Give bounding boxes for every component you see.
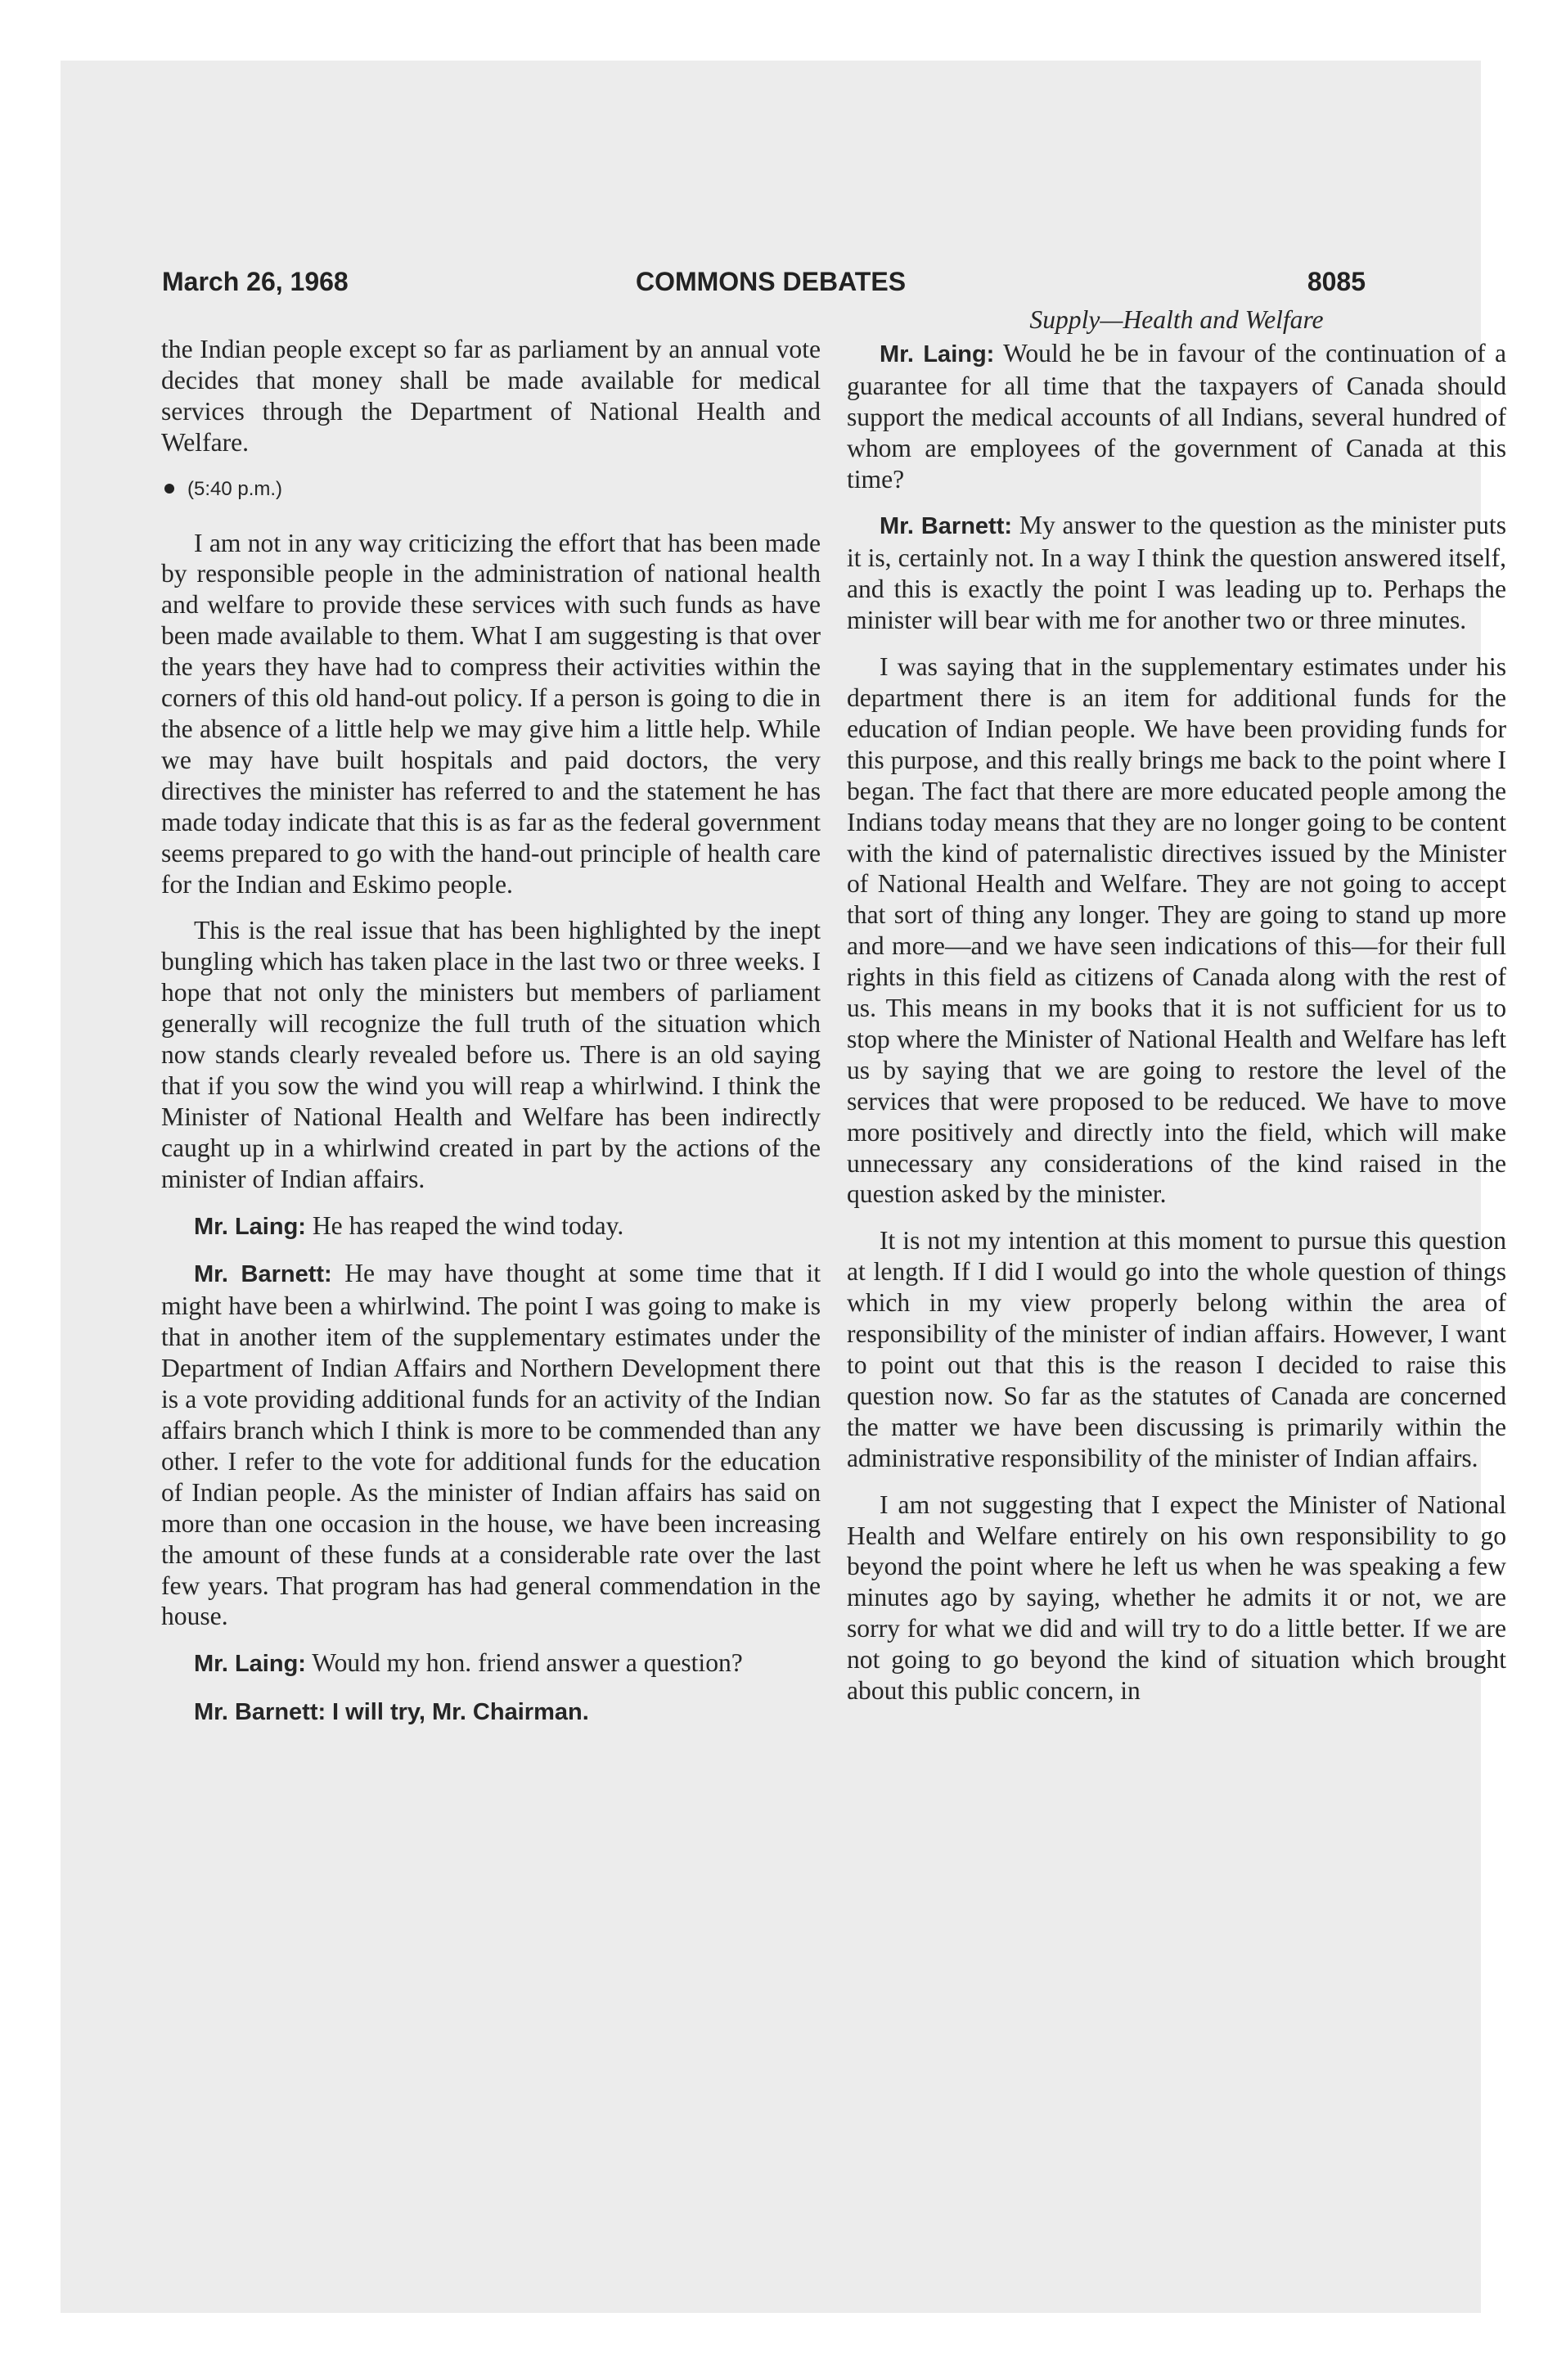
speech-laing-1 <box>161 1210 821 1243</box>
page-sheet <box>61 61 1506 2313</box>
header-title: COMMONS DEBATES <box>635 267 907 296</box>
right-column <box>847 304 1506 1722</box>
speech-text: My answer to the question as the minister puts it is, certainly not. In a way I think the question answered itself, and this is exactly the point I was leading up to. Perhaps the minister will bear with me for another two or three minutes. <box>847 511 1506 635</box>
header-page-number: 8085 <box>1307 267 1366 296</box>
speech-barnett-2 <box>161 1696 821 1729</box>
speech-barnett-1 <box>161 1258 821 1632</box>
paragraph: This is the real issue that has been highlighted by the inept bungling which has taken place in the last two or three weeks. I hope that not only the ministers but members of parliament generally will recognize the full truth of the situation which now stands clearly revealed before us. There is an old saying that if you sow the wind you will reap a whirlwind. I think the Minister of National Health and Welfare has been indirectly caught up in a whirlwind created in part by the actions of the minister of Indian affairs. <box>161 916 821 1193</box>
paragraph: I am not suggesting that I expect the Minister of National Health and Welfare entirely on his own responsibility to go beyond the point where he left us when he was speaking a few minutes ago by saying, whether he admits it or not, we are sorry for what we did and will try to do a little better. If we are not going to go beyond the kind of situation which brought about this public concern, in <box>847 1490 1506 1706</box>
speaker-name: Mr. Laing: <box>194 1651 306 1678</box>
left-column <box>161 334 821 1744</box>
speaker-name: Mr. Laing: <box>880 340 995 367</box>
speech-laing-3 <box>847 338 1506 495</box>
time-stamp <box>161 474 821 505</box>
speech-text: Would my hon. friend answer a question? <box>312 1648 743 1678</box>
speech-text: Would he be in favour of the continuation of a guarantee for all time that the taxpayers of Canada should support the medical accounts of all Indians, several hundred of whom are employees of the government of Canada at this time? <box>847 338 1506 494</box>
bullet-icon <box>164 484 174 494</box>
time-stamp-text: (5:40 p.m.) <box>187 477 283 500</box>
paragraph: It is not my intention at this moment to pursue this question at length. If I did I would go into the whole question of things which in my view properly belong within the area of responsibility of the minister of indian affairs. However, I want to point out that this is the reason I decided to raise this question now. So far as the statutes of Canada are concerned the matter we have been discussing is primarily within the administrative responsibility of the minister of Indian affairs. <box>847 1226 1506 1472</box>
speaker-name: Mr. Barnett: <box>194 1261 332 1288</box>
speech-text: He may have thought at some time that it might have been a whirlwind. The point I was going to make is that in another item of the supplementary estimates under the Department of Indian Affairs and Northern Development there is a vote providing additional funds for an activity of the Indian affairs branch which I think is more to be commended than any other. I refer to the vote for additional funds for the education of Indian people. As the minister of Indian affairs has said on more than one occasion in the house, we have been increasing the amount of these funds at a considerable rate over the last few years. That program has had general commendation in the house. <box>161 1259 821 1631</box>
running-head: Supply—Health and Welfare <box>1029 305 1324 334</box>
speech-laing-2 <box>161 1648 821 1680</box>
speaker-name: Mr. Laing: <box>194 1213 306 1240</box>
speech-barnett-3 <box>847 510 1506 636</box>
paragraph: I was saying that in the supplementary estimates under his department there is an item for additional funds for the education of Indian people. We have been providing funds for this purpose, and this really brings me back to the point where I began. The fact that there are more educated people among the Indians today means that they are no longer going to be content with the kind of paternalistic directives issued by the Minister of National Health and Welfare. They are not going to accept that sort of thing any longer. They are going to stand up more and more—and we have seen indications of this—for their full rights in this field as citizens of Canada along with the rest of us. This means in my books that it is not sufficient for us to stop where the Minister of National Health and Welfare has left us by saying that we are going to restore the level of the services that were proposed to be reduced. We have to move more positively and directly into the field, which will make unnecessary any considerations of the kind raised in the question asked by the minister. <box>847 652 1506 1209</box>
page-header <box>61 267 1481 303</box>
speaker-name: Mr. Barnett: <box>880 513 1013 540</box>
header-date: March 26, 1968 <box>162 267 349 296</box>
speech-text: I will try, Mr. Chairman. <box>332 1699 589 1726</box>
paragraph-continued: the Indian people except so far as parliament by an annual vote decides that money shall be made available for medical services through the Department of National Health and Welfare. <box>161 335 821 457</box>
paragraph: I am not in any way criticizing the effort that has been made by responsible people in the administration of national health and welfare to provide these services with such funds as have been made available to them. What I am suggesting is that over the years they have had to compress their activities within the corners of this old hand-out policy. If a person is going to die in the absence of a little help we may give him a little help. While we may have built hospitals and paid doctors, the very directives the minister has referred to and the statement he has made today indicate that this is as far as the federal government seems prepared to go with the hand-out principle of health care for the Indian and Eskimo people. <box>161 528 821 899</box>
speaker-name: Mr. Barnett: <box>194 1699 326 1726</box>
speech-text: He has reaped the wind today. <box>312 1210 624 1240</box>
